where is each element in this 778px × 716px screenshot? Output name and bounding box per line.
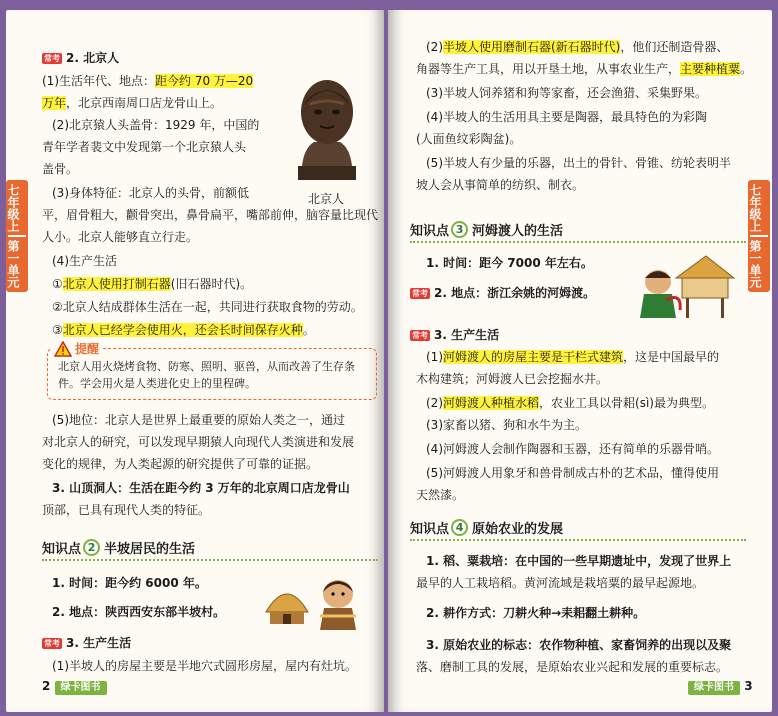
- text-line: 落、磨制工具的发展，是原始农业兴起和发展的重要标志。: [416, 660, 729, 674]
- page-number: 绿卡图书 3: [688, 679, 753, 695]
- text-line: 2. 耕作方式：刀耕火种→耒耜翻土耕种。: [426, 606, 646, 620]
- text-line: 变化的规律，为人类起源的研究提供了可靠的证据。: [42, 457, 319, 471]
- knowledge-point-2-header: 知识点 2 半坡居民的生活: [42, 534, 378, 560]
- text-line: 3. 原始农业的标志：农作物种植、家畜饲养的出现以及聚: [426, 638, 732, 652]
- text-line: 1. 时间：距今 7000 年左右。: [426, 256, 593, 270]
- text-line: 平，眉骨粗大，颧骨突出，鼻骨扁平，嘴部前伸，脑容量比现代: [42, 208, 379, 222]
- text-line: (5)河姆渡人用象牙和兽骨制成古朴的艺术品，懂得使用: [426, 466, 720, 480]
- page-number: 2 绿卡图书: [42, 679, 107, 695]
- text-line: 坡人会从事简单的纺织、制衣。: [416, 178, 585, 192]
- frequently-tested-tag: 常考: [44, 54, 60, 63]
- text-line: 1. 时间：距今约 6000 年。: [52, 576, 207, 590]
- text-line: 人小。北京人能够直立行走。: [42, 230, 199, 244]
- text-line: ①北京人使用打制石器(旧石器时代)。: [52, 277, 253, 291]
- text-line: (3)家畜以猪、狗和水牛为主。: [426, 418, 587, 432]
- knowledge-point-number: 3: [451, 221, 468, 238]
- text-line: (5)地位：北京人是世界上最重要的原始人类之一，通过: [52, 413, 346, 427]
- frequently-tested-tag: 常考: [412, 331, 428, 340]
- section-beijing-man-title: 常考 2. 北京人: [44, 51, 120, 65]
- text-line: 3. 山顶洞人：生活在距今约 3 万年的北京周口店龙骨山: [52, 481, 350, 495]
- text-line: (4)半坡人的生活用具主要是陶器，最具特色的为彩陶: [426, 110, 708, 124]
- text-line: 常考 2. 地点：浙江余姚的河姆渡。: [412, 286, 596, 300]
- hemudu-village-illustration: [636, 248, 736, 322]
- brand-label: 绿卡图书: [55, 681, 107, 695]
- text-line: (1)河姆渡人的房屋主要是干栏式建筑，这是中国最早的: [426, 350, 720, 364]
- knowledge-point-3-header: 知识点 3 河姆渡人的生活: [410, 216, 746, 242]
- text-line: 顶部，已具有现代人类的特征。: [42, 503, 211, 517]
- text-line: 木构建筑；河姆渡人已会挖掘水井。: [416, 372, 609, 386]
- knowledge-point-number: 2: [83, 539, 100, 556]
- text-line: (1)半坡人的房屋主要是半地穴式圆形房屋，屋内有灶坑。: [52, 659, 358, 673]
- text-line: 角器等生产工具，用以开垦土地，从事农业生产，主要种植粟。: [416, 62, 753, 76]
- text-line: (2)半坡人使用磨制石器(新石器时代)，他们还制造骨器、: [426, 40, 729, 54]
- reminder-header: [51, 340, 102, 357]
- text-line: 青年学者裴文中发现第一个北京猿人头: [42, 140, 247, 154]
- text-line: ②北京人结成群体生活在一起，共同进行获取食物的劳动。: [52, 300, 363, 314]
- text-line: (3)半坡人饲养猪和狗等家畜，还会渔猎、采集野果。: [426, 86, 708, 100]
- text-line: 对北京人的研究，可以发现早期猿人向现代人类演进和发展: [42, 435, 355, 449]
- knowledge-point-4-header: 知识点 4 原始农业的发展: [410, 514, 746, 540]
- text-line: 天然漆。: [416, 488, 465, 502]
- text-line: (5)半坡人有少量的乐器，出土的骨针、骨锥、纺轮表明半: [426, 156, 732, 170]
- peking-man-bust-illustration: [284, 70, 370, 182]
- frequently-tested-tag: 常考: [412, 289, 428, 298]
- right-page: [388, 10, 772, 712]
- text-line: 最早的人工栽培稻。黄河流域是栽培粟的最早起源地。: [416, 576, 705, 590]
- text-line: 盖骨。: [42, 162, 79, 176]
- knowledge-point-number: 4: [451, 519, 468, 536]
- text-line: 万年，北京西南周口店龙骨山上。: [42, 96, 223, 110]
- caveman-cartoon-illustration: [312, 576, 364, 632]
- text-line: 常考 3. 生产生活: [44, 636, 132, 650]
- photo-caption: 北京人: [308, 192, 345, 206]
- side-tab-grade: 七年级上 第一单元: [6, 180, 28, 292]
- text-line: 2. 地点：陕西西安东部半坡村。: [52, 605, 226, 619]
- reminder-title: 提醒: [75, 342, 100, 356]
- text-line: (人面鱼纹彩陶盆)。: [416, 132, 522, 146]
- text-line: (1)生活年代、地点：距今约 70 万—20: [42, 74, 254, 88]
- side-tab-grade: 七年级上 第一单元: [748, 180, 770, 292]
- text-line: (4)生产生活: [52, 254, 117, 268]
- banpo-hut-illustration: [262, 582, 312, 626]
- text-line: (3)身体特征：北京人的头骨，前额低: [52, 186, 249, 200]
- brand-label: 绿卡图书: [688, 681, 740, 695]
- left-page: [6, 10, 384, 712]
- reminder-text: 北京人用火烧烤食物、防寒、照明、驱兽，从而改善了生存条件。学会用火是人类进化史上的里程碑。: [58, 360, 355, 390]
- text-line: (2)北京猿人头盖骨：1929 年，中国的: [52, 118, 260, 132]
- text-line: 常考 3. 生产生活: [412, 328, 500, 342]
- text-line: (4)河姆渡人会制作陶器和玉器，还有简单的乐器骨哨。: [426, 442, 720, 456]
- frequently-tested-tag: 常考: [44, 639, 60, 648]
- warning-triangle-icon: [54, 341, 72, 357]
- text-line: 1. 稻、粟栽培：在中国的一些早期遗址中，发现了世界上: [426, 554, 732, 568]
- text-line: ③北京人已经学会使用火，还会长时间保存火种。: [52, 323, 315, 337]
- text-line: (2)河姆渡人种植水稻，农业工具以骨耜(sì)最为典型。: [426, 396, 714, 410]
